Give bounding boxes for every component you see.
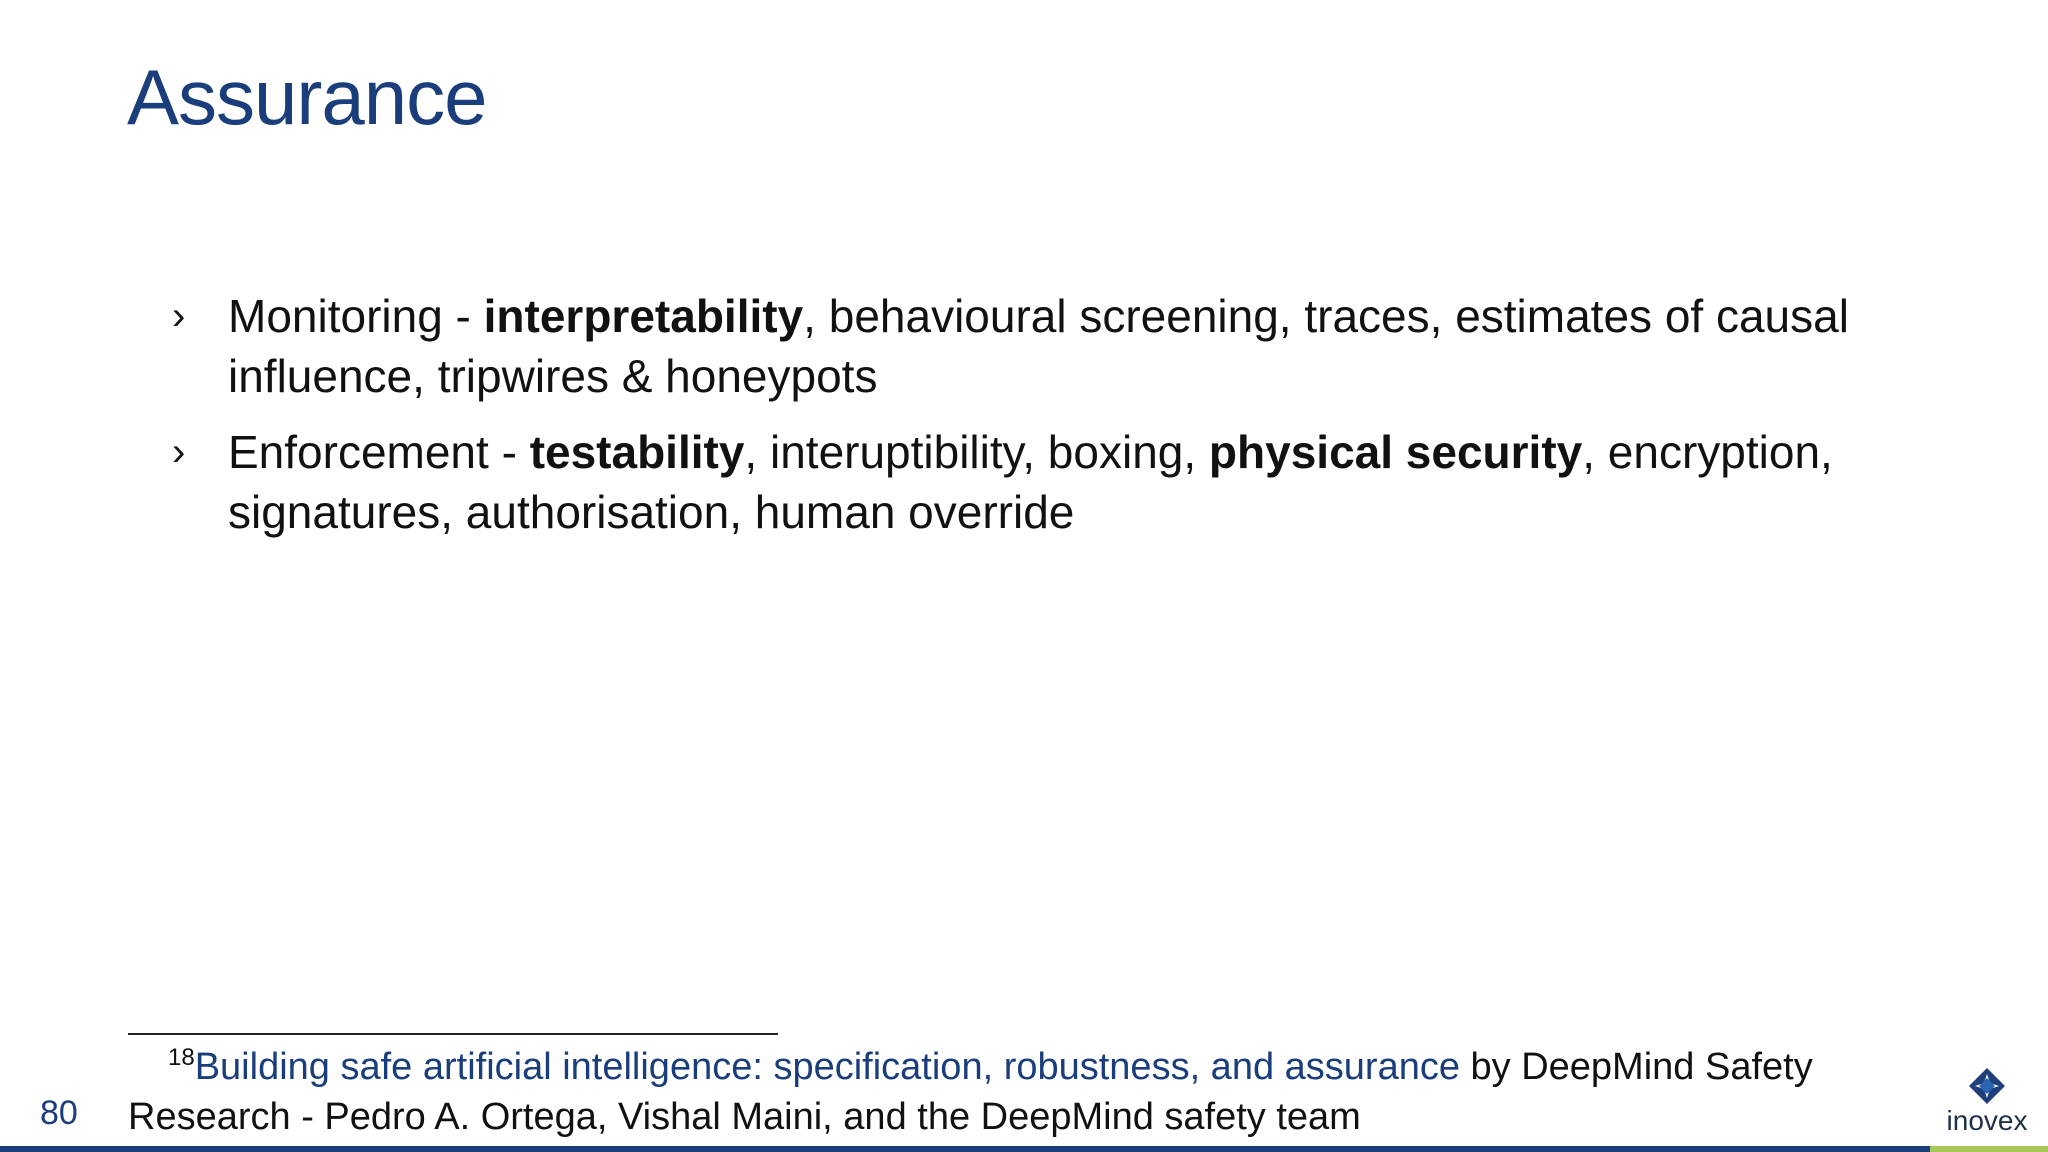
bullet-text-part: , encryption, signatures, authorisation, human override (228, 426, 1833, 538)
bullet-text (228, 290, 1849, 402)
footnote-divider (128, 1033, 778, 1035)
footnote-link[interactable]: Building safe artificial intelligence: specification, robustness, and assurance (194, 1046, 1460, 1088)
bullet-chevron-icon: › (172, 430, 186, 474)
bullet-text (228, 426, 1833, 538)
footnote-number: 18 (168, 1044, 195, 1071)
footnote-text: by DeepMind Safety Research - Pedro A. Ortega, Vishal Maini, and the DeepMind safety team (128, 1046, 1813, 1138)
bullet-text-part: Enforcement - (228, 426, 530, 478)
bullet-text-part: Monitoring - (228, 290, 484, 342)
slide-title: Assurance (127, 53, 487, 141)
bullet-text-part: , interuptibility, boxing, (744, 426, 1209, 478)
bullet-list (172, 286, 1932, 558)
bottom-bar (0, 1146, 1930, 1152)
bullet-bold-term: testability (529, 426, 745, 478)
inovex-logo (1932, 1066, 2042, 1140)
page-number: 80 (40, 1094, 78, 1132)
bullet-item-enforcement (172, 422, 1932, 542)
logo-text: inovex (1946, 1105, 2028, 1136)
bullet-chevron-icon: › (172, 294, 186, 338)
bottom-bar-accent (1930, 1146, 2048, 1152)
inovex-logo-icon (1967, 1066, 2007, 1106)
bullet-item-monitoring (172, 286, 1932, 406)
bullet-bold-term: physical security (1208, 426, 1583, 478)
bullet-bold-term: interpretability (483, 290, 804, 342)
bullet-text-part: , behavioural screening, traces, estimates of causal influence, tripwires & honeypots (228, 290, 1849, 402)
footnote (128, 1042, 1928, 1142)
